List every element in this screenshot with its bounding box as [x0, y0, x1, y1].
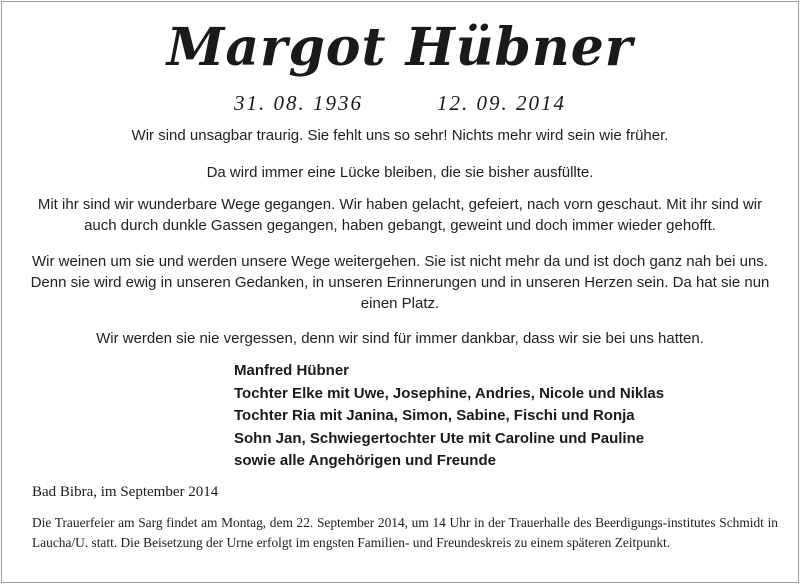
mourner-line: Sohn Jan, Schwiegertochter Ute mit Caroline und Pauline	[234, 429, 645, 447]
place-and-date: Bad Bibra, im September 2014	[32, 484, 219, 500]
paragraph-2: Da wird immer eine Lücke bleiben, die sie bisher ausfüllte.	[206, 164, 594, 181]
mourner-line: Manfred Hübner	[234, 362, 350, 379]
deceased-name: Margot Hübner	[166, 17, 634, 78]
life-dates	[2, 90, 798, 116]
mourner-line: Tochter Elke mit Uwe, Josephine, Andries, Nicole und Niklas	[234, 384, 665, 402]
paragraph-5: Wir werden sie nie vergessen, denn wir sind für immer dankbar, dass wir sie bei uns hatten.	[96, 330, 704, 347]
paragraph-1: Wir sind unsagbar traurig. Sie fehlt uns so sehr! Nichts mehr wird sein wie früher.	[131, 127, 669, 144]
mourner-line: sowie alle Angehörigen und Freunde	[234, 452, 496, 469]
obituary-notice	[1, 1, 799, 583]
mourner-line: Tochter Ria mit Janina, Simon, Sabine, Fischi und Ronja	[234, 407, 635, 424]
birth-date: 31. 08. 1936	[234, 91, 363, 115]
paragraph-3: Mit ihr sind wir wunderbare Wege gegangen. Wir haben gelacht, gefeiert, nach vorn geschaut. Mit ihr sind wir auch durch dunkle Gassen gegangen, haben gebangt, geweint und doch immer wieder gehofft.	[37, 196, 763, 234]
funeral-ceremony-info: Die Trauerfeier am Sarg findet am Montag, dem 22. September 2014, um 14 Uhr in der Trauerhalle des Beerdigungs-institutes Schmidt in Laucha/U. statt. Die Beisetzung der Urne erfolgt im engsten Familien- und Freundeskreis zu einem späteren Zeitpunkt.	[32, 515, 778, 550]
paragraph-4: Wir weinen um sie und werden unsere Wege weitergehen. Sie ist nicht mehr da und ist doch ganz nah bei uns. Denn sie wird ewig in unseren Gedanken, in unseren Erinnerungen und in unseren Herzen sein. Da hat sie nun einen Platz.	[30, 253, 770, 312]
death-date: 12. 09. 2014	[437, 91, 566, 115]
mourners-list	[234, 360, 664, 473]
